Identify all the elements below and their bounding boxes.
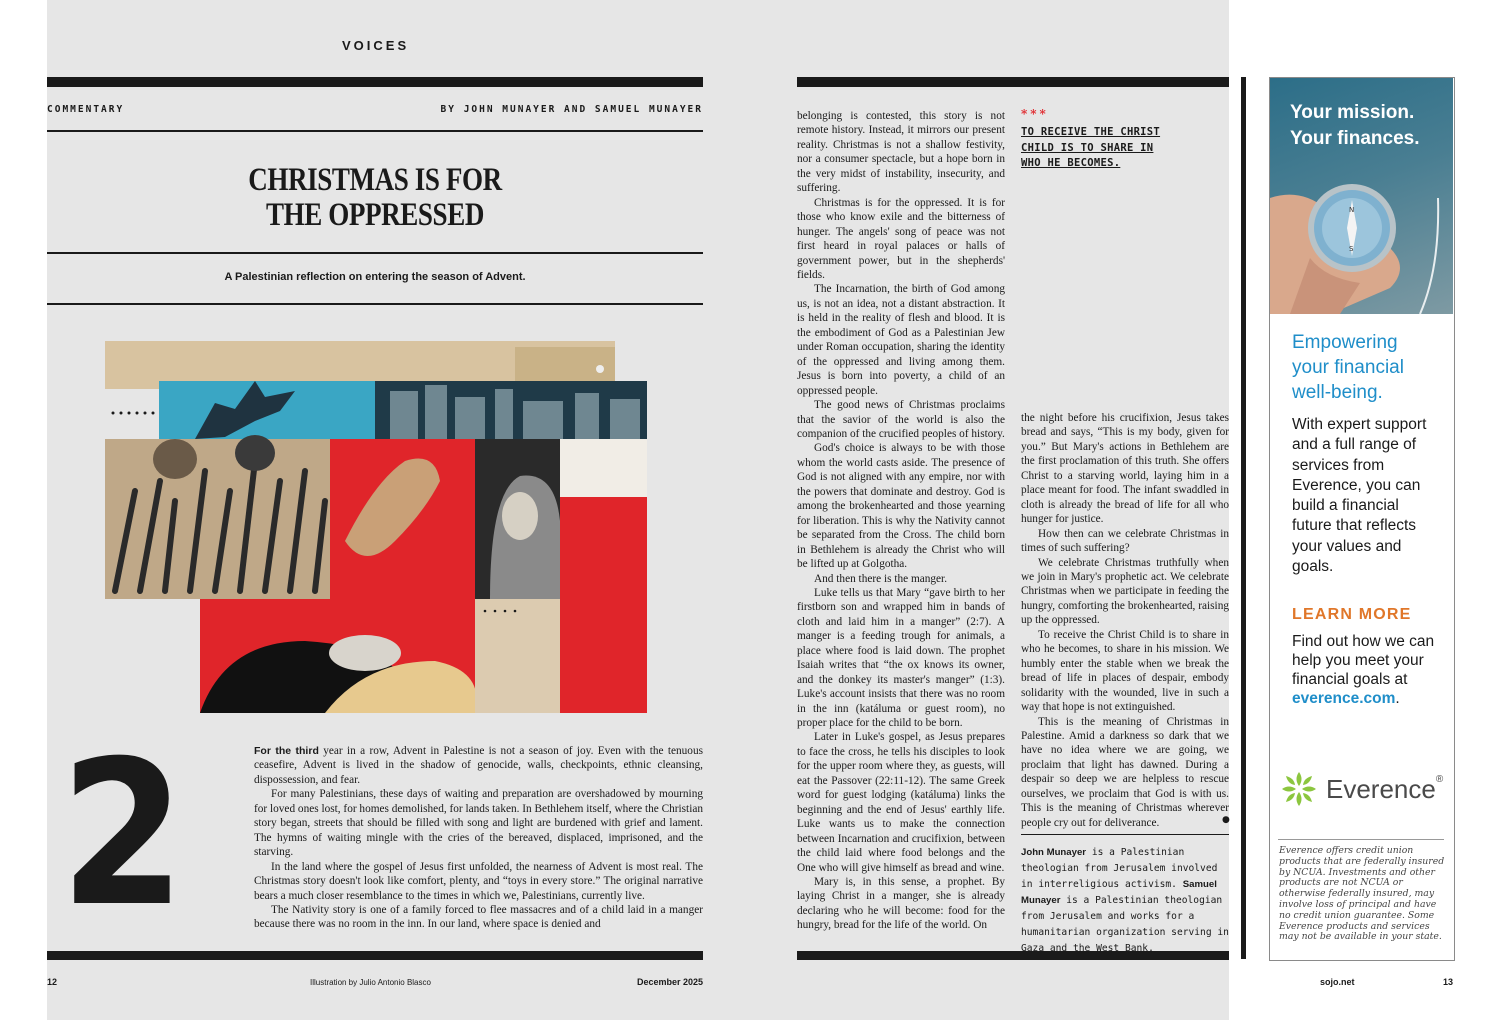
ad-cta-copy: Find out how we can help you meet your financial goals at [1292, 633, 1435, 688]
bio-text: is a Palestinian theologian from Jerusalem and works for a humanitarian organization serving in Gaza and the West Bank. [1021, 895, 1229, 954]
author-name-2: Samuel Munayer [1021, 879, 1217, 906]
compass-letter-s: S [1349, 245, 1354, 253]
byline: BY JOHN MUNAYER AND SAMUEL MUNAYER [440, 104, 703, 115]
top-bar-left [47, 77, 703, 87]
everence-leaf-icon [1280, 770, 1318, 808]
paragraph: God's choice is always to be with those whom the world casts aside. The presence of God is not aligned with any empire, nor with the powers that dominate and destroy. God is among the brokenhearted and those yearning for liberation. This is why the Nativity cannot be separated from the Cross. The child born in Bethlehem is already the Christ who will be lifted up at Golgotha. [797, 442, 1005, 571]
ad-cta-text: Find out how we can help you meet your financial goals at everence.com. [1292, 633, 1435, 707]
ad-learn-more[interactable]: LEARN MORE [1292, 606, 1412, 623]
title-line-1: CHRISTMAS IS FOR [248, 162, 502, 198]
paragraph: For many Palestinians, these days of waiting and preparation are overshadowed by mourning for loved ones lost, for homes demolished, for lands taken. In Bethlehem itself, where the Christian story began, streets that should be filled with song and light are burdened with grief and lament. The hymns of waiting mingle with the cries of the bereaved, displaced, imprisoned, and the starving. [254, 788, 703, 859]
ad-headline-line-1: Your mission. [1290, 102, 1415, 123]
divider [47, 252, 703, 254]
paragraph: The Incarnation, the birth of God among us, is not an idea, not a distant abstraction. It is held in the reality of flesh and blood. It is the embodiment of God as a Palestinian Jew under Roman occupation, sharing the identity of the oppressed and living among them. Jesus is born into poverty, a child of an oppressed people. [797, 283, 1005, 397]
paragraph: Luke tells us that Mary “gave birth to her firstborn son and wrapped him in bands of cloth and laid him in a manger” (2:7). A manger is a feeding trough for animals, a place where food is laid down. The prophet Isaiah writes that “the ox knows its owner, and the donkey its master's manger” (1:3). Luke's account insists that there was no room in the inn (katáluma or guest room), no proper place for the child to be born. [797, 586, 1005, 730]
divider [47, 130, 703, 132]
author-name-1: John Munayer [1021, 847, 1087, 858]
kicker-label: COMMENTARY [47, 104, 125, 115]
ad-url-link[interactable]: everence.com [1292, 690, 1396, 707]
end-mark-icon: ● [1222, 815, 1230, 825]
site-url: sojo.net [1320, 977, 1355, 987]
author-bio [1021, 845, 1229, 957]
paragraph: This is the meaning of Christmas in Palestine. Amid a darkness so dark that we have no idea where we are going, we proclaim that light has dawned. During a despair so deep we are helpless to rescue ourselves, we proclaim that God is with us. This is the meaning of Christmas wherever people cry out for deliverance. [1021, 715, 1229, 829]
article-dek: A Palestinian reflection on entering the season of Advent. [224, 271, 526, 283]
ad-tagline: Empowering your financial well-being. [1292, 332, 1404, 403]
paragraph: Christmas is for the oppressed. It is for those who know exile and the bitterness of hunger. The angels' song of peace was not first heard in royal palaces or halls of government power, but in the shepherds' fields. [797, 196, 1005, 281]
paragraph: The Nativity story is one of a family forced to flee massacres and of a child laid in a manger because there was no room in the inn. In our land, where space is denied and [254, 903, 703, 931]
paragraph: In the land where the gospel of Jesus first unfolded, the nearness of Advent is most real. The Christmas story doesn't look like comfort, plenty, and “toys in every store.” The original narrative bears a much closer resemblance to the times in which we, Palestinians, currently live. [254, 860, 703, 902]
ad-fine-print: Everence offers credit union products that are federally insured by NCUA. Investments and other products are not NCUA or otherwise federally insured, may involve loss of principal and have no credit union guarantee. Some Everence products and services may not be available in your state. [1279, 845, 1445, 943]
bottom-bar-left [47, 951, 703, 960]
page-number-left: 12 [47, 977, 58, 987]
article-column-3 [1021, 411, 1229, 830]
ad-headline [1290, 100, 1420, 152]
title-line-2: THE OPPRESSED [266, 197, 484, 233]
ad-body: With expert support and a full range of services from Everence, you can build a financial future that reflects your values and goals. [1292, 416, 1427, 576]
lead-in: For the third [254, 745, 319, 757]
section-label: VOICES [342, 38, 410, 53]
article-title [106, 163, 644, 233]
pull-quote: TO RECEIVE THE CHRIST CHILD IS TO SHARE IN WHO HE BECOMES. [1021, 126, 1161, 169]
compass-letter-n: N [1349, 206, 1355, 214]
paragraph: And then there is the manger. [814, 572, 948, 585]
paragraph: We celebrate Christmas truthfully when we join in Mary's prophetic act. We celebrate Christmas when we participate in feeding the hungry, comforting the brokenhearted, raising up the oppressed. [1021, 556, 1229, 627]
article-column-1 [254, 744, 703, 932]
collage-svg [105, 341, 647, 713]
paragraph: the night before his crucifixion, Jesus takes bread and says, “This is my body, given for you.” But Mary's actions in Bethlehem are the first proclamation of this truth. She offers Christ to a starving world, laying him in a place meant for food. The infant swaddled in cloth is already the bread of life for all who hunger for justice. [1021, 412, 1229, 526]
divider [1278, 839, 1444, 840]
top-bar-right [797, 77, 1229, 87]
paragraph: year in a row, Advent in Palestine is not a season of joy. Even with the tenuous ceasefire, Advent is lived in the shadow of genocide, walls, checkpoints, ethnic cleansing, dispossession, and fear. [254, 745, 703, 786]
ad-brand-name: Everence [1326, 774, 1436, 804]
paragraph: The good news of Christmas proclaims that the savior of the world is also the companion of the crucified peoples of history. [797, 399, 1005, 440]
ad-headline-line-2: Your finances. [1290, 128, 1420, 149]
registered-mark: ® [1435, 774, 1444, 785]
ad-divider [1241, 77, 1246, 959]
paragraph: Mary is, in this sense, a prophet. By laying Christ in a manger, she is already declaring who he will become: food for the hungry, bread for the life of the world. On [797, 876, 1005, 932]
bio-text: is a Palestinian theologian from Jerusalem involved in interreligious activism. [1021, 847, 1218, 890]
issue-date: December 2025 [636, 977, 703, 987]
illustration-credit: Illustration by Julio Antonio Blasco [310, 978, 431, 987]
ad-brand [1326, 774, 1443, 805]
collage-illustration [105, 341, 647, 713]
everence-logo-icon [1280, 770, 1318, 812]
article-column-2 [797, 109, 1005, 933]
divider [1021, 834, 1229, 835]
paragraph: How then can we celebrate Christmas in times of such suffering? [1021, 527, 1229, 555]
paragraph: belonging is contested, this story is not remote history. Instead, it mirrors our present reality. Christmas is not a shallow festivity, nor a consumer spectacle, but a hope born in the very midst of instability, insecurity, and suffering. [797, 110, 1005, 195]
paragraph: Later in Luke's gospel, as Jesus prepares to face the cross, he tells his disciples to look for the upper room where they, as guests, will eat the Passover (22:11-12). The same Greek word for guest lodging (katáluma) links the beginning and the end of Jesus' earthly life. Luke wants us to make the connection between Incarnation and crucifixion, between the child laid where food belongs and the One who will give himself as bread and wine. [797, 731, 1005, 874]
page-number-right: 13 [1443, 977, 1454, 987]
divider [47, 303, 703, 305]
paragraph: To receive the Christ Child is to share in who he becomes, to share in his mission. We humbly enter the stable when we break the bread of life in places of despair, embody solidarity with the wounded, live in such a way that hope is not extinguished. [1021, 628, 1229, 714]
ad-photo [1270, 78, 1453, 314]
drop-number: 2 [60, 718, 186, 951]
pullquote-stars: *** [1021, 107, 1049, 121]
